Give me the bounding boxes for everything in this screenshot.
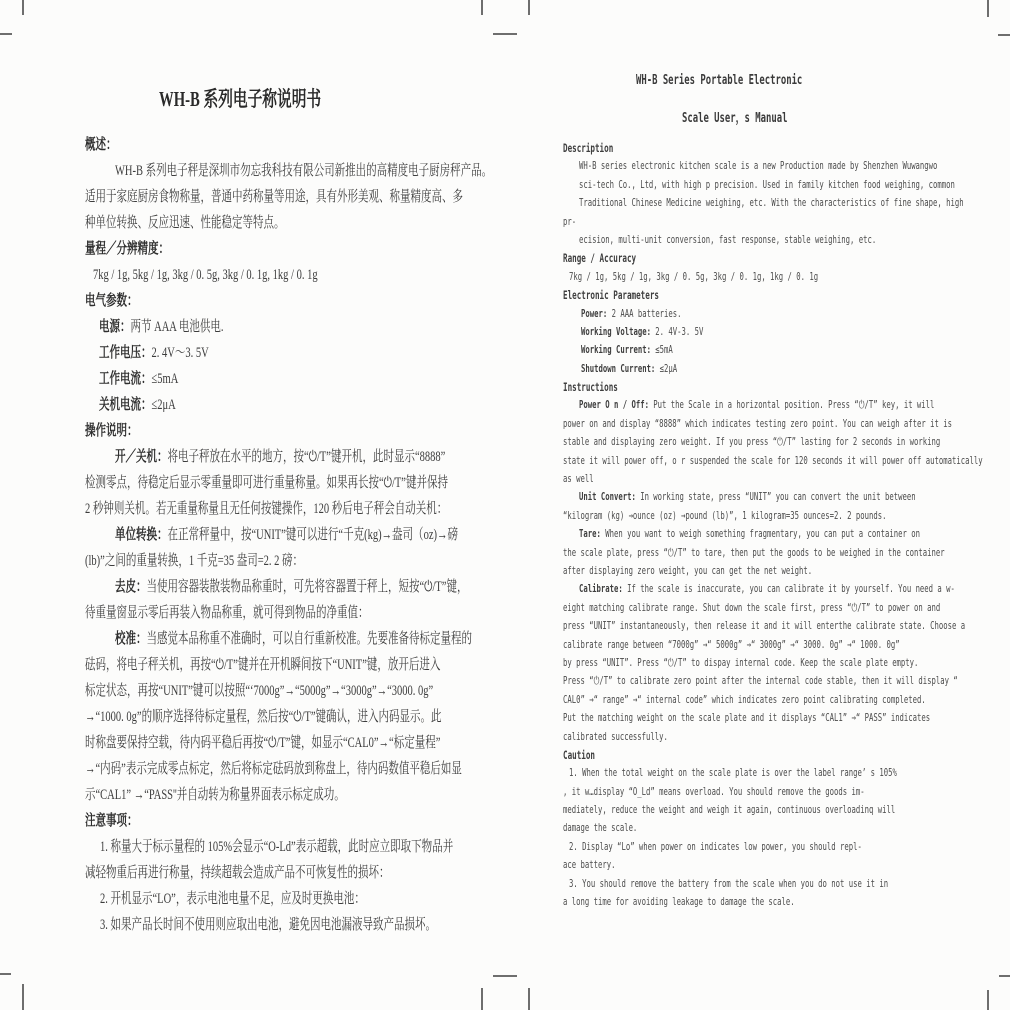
text-line: 适用于家庭厨房食物称量，普通中药称量等用途，具有外形美观、称量精度高、多	[85, 189, 464, 205]
text-line: 2. 开机显示“LO”，表示电池电量不足，应及时更换电池：	[100, 891, 365, 907]
text-line: power on and display “8888” which indicates testing zero point. You can weigh after it is	[563, 416, 953, 430]
text-line: calibrate range between “7000g” →“ 5000g” →“ 3000g” →“ 3000. 0g” →“ 1000. 0g”	[563, 637, 900, 651]
text-line: ecision, multi-unit conversion, fast response, stable weighing, etc.	[579, 232, 877, 246]
section-heading: Range / Accuracy	[563, 251, 637, 266]
text-line: stable and displaying zero weight. If you press “⏻/T” lasting for 2 seconds in working	[563, 435, 941, 449]
crop-mark-bottom-right-v	[987, 990, 989, 1010]
text-line: by press “UNIT”. Press “⏻/T” to dispay internal code. Keep the scale plate empty.	[563, 655, 919, 669]
text-line: Working Current: ≤5mA	[581, 343, 673, 357]
text-line: state it will power off, o r suspended the scale for 120 seconds it will power off automatically	[563, 453, 983, 467]
text-line: WH-B series electronic kitchen scale is a new Production made by Shenzhen Wuwangwo	[579, 159, 938, 173]
text-line: 3. 如果产品长时间不使用则应取出电池，避免因电池漏液导致产品损坏。	[100, 917, 437, 933]
text-line: mediately, reduce the weight and weigh it again, continuous overloadinq will	[563, 803, 896, 817]
text-line: 检测零点，待稳定后显示零重量即可进行重量称量。如果再长按“⏻/T”键并保持	[85, 475, 448, 491]
text-line: 标定状态，再按“UNIT”键可以按照“‘7000g”→“5000g”→“3000g”→“3000. 0g”	[85, 683, 434, 699]
crop-mark-bottom-right-h	[999, 975, 1010, 977]
text-line: →“1000. 0g”的顺序选择待标定量程，然后按“⏻/T”键确认，进入内码显示。此	[85, 709, 442, 725]
text-line: 校准：当感觉本品称重不准确时，可以自行重新校准。先要准备待标定量程的	[115, 631, 473, 647]
text-line: pr-	[563, 214, 577, 228]
text-line: Press “⏻/T” to calibrate zero point after the internal code stable, then it will display “	[563, 674, 958, 688]
text-line: “kilogram (kg) →ounce (oz) →pound (lb)”, 1 kilogram=35 ounces=2. 2 pounds.	[563, 508, 887, 522]
text-line: 示“CAL1” →“PASS''并自动转为称量界面表示标定成功。	[85, 787, 345, 803]
crop-mark-top-right-h	[998, 34, 1010, 36]
crop-mark-top-right-v	[987, 0, 989, 17]
text-line: 减轻物重后再进行称量，持续超载会造成产品不可恢复性的损坏：	[85, 865, 390, 881]
text-line: Power O n / Off: Put the Scale in a horizontal position. Press “⏻/T” key, it will	[579, 398, 935, 412]
section-heading: 注意事项：	[85, 813, 138, 829]
text-line: 种单位转换、反应迅速、性能稳定等特点。	[85, 215, 285, 231]
text-line: Tare: When you want to weigh something fragmentary, you can put a container on	[579, 527, 920, 541]
text-line: calibrated successfully.	[563, 729, 668, 743]
crop-mark-top-center-v1	[481, 0, 483, 15]
text-line: after displaying zero weight, you can get the net weight.	[563, 563, 813, 577]
section-heading: Electronic Parameters	[563, 288, 659, 303]
text-line: 工作电压：2. 4V～3. 5V	[99, 345, 209, 361]
text-line: 1. When the total weight on the scale plate is over the label range’ s 105%	[569, 766, 897, 780]
text-line: (lb)”之间的重量转换，1 千克=35 盎司=2. 2 磅：	[85, 553, 304, 569]
crop-mark-top-center-v2	[528, 0, 530, 15]
page-title: Scale User，s Manual	[682, 110, 788, 126]
manual-page-english	[563, 70, 983, 911]
crop-mark-top-left-v	[22, 0, 24, 15]
text-line: press “UNIT” instantaneously, then release it and it will enterthe calibrate state. Choose a	[563, 619, 966, 633]
text-line: →“内码”表示完成零点标定，然后将标定砝码放到称盘上，待内码数值平稳后如显	[85, 761, 462, 777]
section-heading: 电气参数：	[85, 293, 138, 309]
crop-mark-top-center-h	[493, 33, 517, 35]
crop-mark-bottom-center-v1	[481, 988, 483, 1010]
text-line: 2 秒钟则关机。若无重量称量且无任何按键操作，120 秒后电子秤会自动关机：	[85, 501, 448, 517]
text-line: sci-tech Co., Ltd, with high p precision. Used in family kitchen food weighing, common	[579, 177, 955, 191]
crop-mark-bottom-left-h	[0, 973, 11, 975]
text-line: 7kg / 1g, 5kg / 1g, 3kg / 0. 5g, 3kg / 0. 1g, 1kg / 0. 1g	[569, 269, 819, 283]
section-heading: Description	[563, 141, 614, 155]
text-line: 待重量窗显示零后再装入物品称重，就可得到物品的净重值：	[85, 605, 369, 621]
text-line: 1. 称量大于标示量程的 105%会显示“O-Ld”表示超载，此时应立即取下物品并	[100, 839, 454, 855]
text-line: 2. Display “Lo” when power on indicates low power, you should repl-	[569, 839, 862, 853]
page-title: WH-B Series Portable Electronic	[636, 72, 803, 88]
text-line: damage the scale.	[563, 821, 638, 835]
crop-mark-bottom-center-v2	[528, 988, 530, 1010]
section-heading: 概述：	[85, 137, 117, 153]
section-heading: Instructions	[563, 380, 618, 395]
section-heading: 量程／分辨精度：	[85, 241, 170, 257]
text-line: Put the matching weight on the scale plate and it displays “CAL1” →“ PASS” indicates	[563, 711, 931, 725]
text-line: as well	[563, 472, 594, 486]
text-line: WH-B 系列电子秤是深圳市勿忘我科技有限公司新推出的高精度电子厨房秤产品。	[115, 163, 493, 179]
text-line: Unit Convert: In working state, press “UNIT” you can convert the unit between	[579, 490, 916, 504]
text-line: 开／关机：将电子秤放在水平的地方，按“⏻/T”键开机，此时显示“8888”	[115, 449, 446, 465]
text-line: Power: 2 AAA batteries.	[581, 306, 682, 320]
page-title: WH-B 系列电子称说明书	[159, 87, 322, 111]
crop-mark-bottom-center-h	[493, 975, 517, 977]
text-line: , it w…display “O_Ld” means overload. You should remove the goods im-	[563, 784, 865, 798]
text-line: 3. You should remove the battery from the scale when you do not use it in	[569, 876, 889, 890]
crop-mark-bottom-left-v	[22, 984, 24, 1010]
text-line: 时称盘要保持空载，待内码平稳后再按“⏻/T”键，如显示“CAL0”→“标定量程”	[85, 735, 441, 751]
text-line: the scale plate, press “⏻/T” to tare, then put the goods to be weighed in the container	[563, 545, 945, 559]
text-line: 去皮：当使用容器装散装物品称重时，可先将容器置于秤上，短按“⏻/T”键，	[115, 579, 468, 595]
section-heading: 操作说明：	[85, 423, 138, 439]
manual-page-chinese	[85, 84, 493, 938]
text-line: Working Voltage: 2. 4V-3. 5V	[581, 324, 704, 338]
text-line: Traditional Chinese Medicine weighing, etc. With the characteristics of fine shape, high	[579, 196, 964, 210]
text-line: 7kg / 1g, 5kg / 1g, 3kg / 0. 5g, 3kg / 0. 1g, 1kg / 0. 1g	[93, 267, 318, 283]
text-line: Calibrate: If the scale is inaccurate, you can calibrate it by yourself. You need a w-	[579, 582, 955, 596]
text-line: 关机电流：≤2μA	[99, 397, 176, 413]
text-line: ace battery.	[563, 858, 616, 872]
text-line: 工作电流：≤5mA	[99, 371, 179, 387]
text-line: 电源：两节 AAA 电池供电.	[99, 319, 224, 335]
text-line: a long time for avoiding leakage to damage the scale.	[563, 895, 795, 909]
text-line: eight matching calibrate range. Shut down the scale first, press “⏻/T” to power on and	[563, 600, 941, 614]
text-line: 单位转换：在正常秤量中，按“UNIT”键可以进行“千克(kg)→盎司（oz)→磅	[115, 527, 458, 543]
crop-mark-top-left-h	[0, 33, 12, 35]
text-line: Shutdown Current: ≤2μA	[581, 361, 678, 375]
text-line: 砝码，将电子秤关机，再按“⏻/T”键并在开机瞬间按下“UNIT”键，放开后进入	[85, 657, 441, 673]
section-heading: Caution	[563, 747, 595, 762]
text-line: CAL0” →“ range” →“ internal code” which indicates zero point calibrating completed.	[563, 692, 926, 706]
